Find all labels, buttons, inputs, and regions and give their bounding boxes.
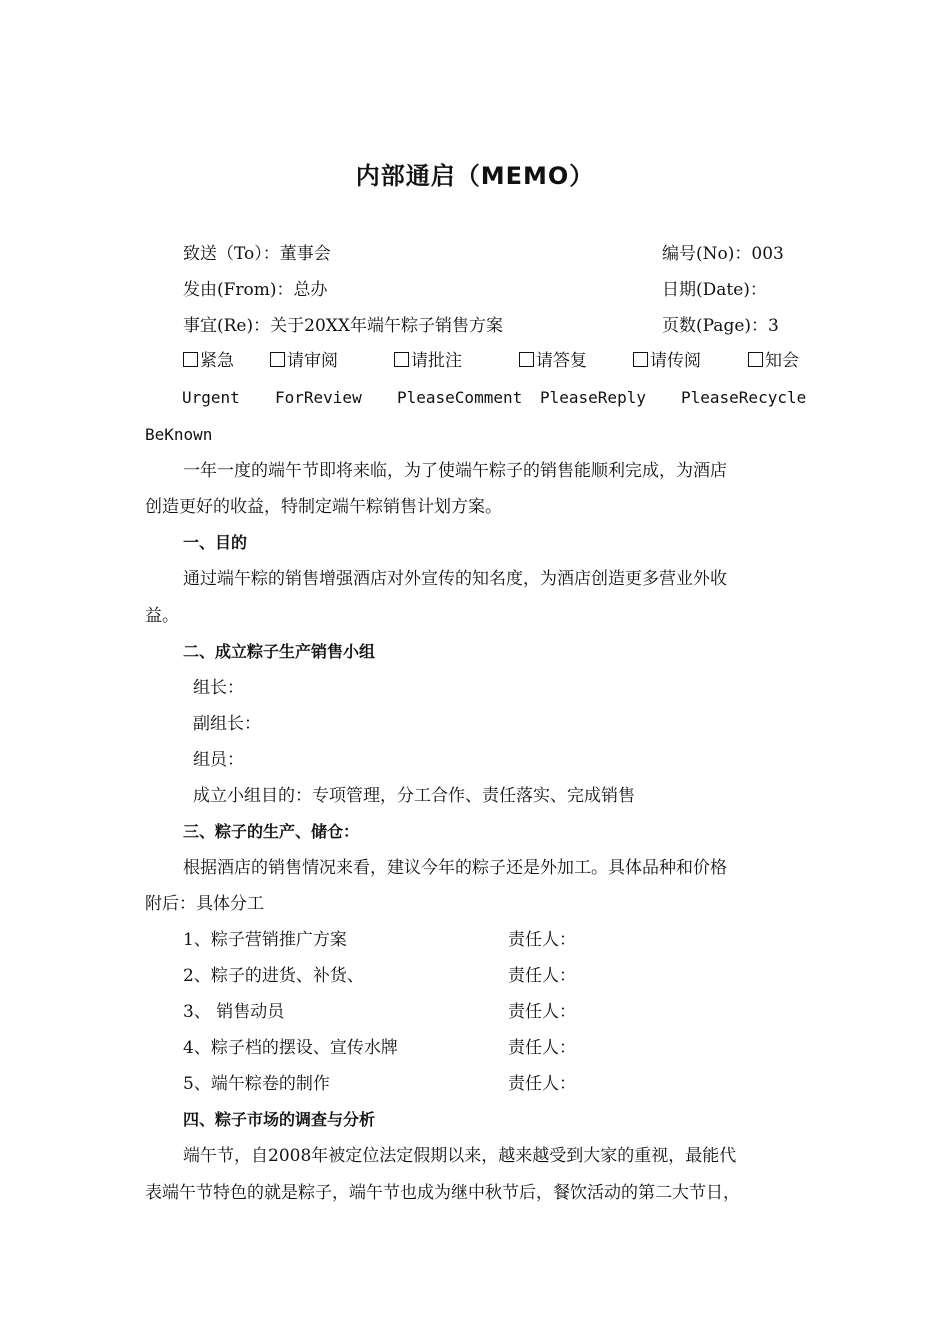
task-owner: 责任人：	[508, 1038, 576, 1058]
section-1-line-1: 通过端午粽的销售增强酒店对外宣传的知名度，为酒店创造更多营业外收	[183, 569, 727, 589]
checkbox-square-icon[interactable]	[519, 352, 534, 367]
checkbox-label: 请审阅	[287, 351, 338, 371]
section-1-line-2: 益。	[145, 606, 179, 626]
section-4-line-1: 端午节，自2008年被定位法定假期以来，越来越受到大家的重视，最能代	[183, 1146, 737, 1166]
task-owner: 责任人：	[508, 1002, 576, 1022]
from-field: 发由(From)：总办	[183, 280, 328, 300]
checkbox-recycle[interactable]	[633, 348, 701, 374]
pages-field: 页数(Page)：3	[662, 316, 779, 336]
group-deputy: 副组长：	[193, 714, 261, 734]
checkbox-label: 知会	[765, 351, 799, 371]
task-owner: 责任人：	[508, 930, 576, 950]
section-3-line-1: 根据酒店的销售情况来看，建议今年的粽子还是外加工。具体品种和价格	[183, 858, 727, 878]
to-field: 致送（To）：董事会	[183, 244, 331, 264]
section-2-heading: 二、成立粽子生产销售小组	[183, 642, 376, 661]
checkbox-en-known: BeKnown	[145, 425, 213, 444]
checkbox-comment[interactable]	[394, 348, 462, 374]
section-1-heading: 一、目的	[183, 533, 248, 552]
task-item: 5、端午粽卷的制作	[183, 1074, 330, 1094]
checkbox-square-icon[interactable]	[270, 352, 285, 367]
checkbox-square-icon[interactable]	[633, 352, 648, 367]
task-item: 4、粽子档的摆设、宣传水牌	[183, 1038, 398, 1058]
task-owner: 责任人：	[508, 966, 576, 986]
section-3-heading: 三、粽子的生产、储仓：	[183, 822, 360, 841]
intro-line-2: 创造更好的收益，特制定端午粽销售计划方案。	[145, 497, 502, 517]
section-4-heading: 四、粽子市场的调查与分析	[183, 1110, 376, 1129]
checkbox-urgent[interactable]	[183, 348, 234, 374]
checkbox-en-urgent: Urgent	[182, 388, 240, 407]
checkbox-square-icon[interactable]	[748, 352, 763, 367]
checkbox-label: 请批注	[411, 351, 462, 371]
checkbox-label: 请答复	[536, 351, 587, 371]
checkbox-square-icon[interactable]	[183, 352, 198, 367]
section-4-line-2: 表端午节特色的就是粽子，端午节也成为继中秋节后，餐饮活动的第二大节日，	[145, 1183, 740, 1203]
checkbox-reply[interactable]	[519, 348, 587, 374]
intro-line-1: 一年一度的端午节即将来临，为了使端午粽子的销售能顺利完成，为酒店	[183, 461, 727, 481]
task-item: 3、 销售动员	[183, 1002, 285, 1022]
task-item: 2、粽子的进货、补货、	[183, 966, 364, 986]
checkbox-en-recycle: PleaseRecycle	[681, 388, 807, 407]
section-3-line-2: 附后：具体分工	[145, 894, 264, 914]
date-field: 日期(Date)：	[662, 280, 767, 300]
checkbox-en-comment: PleaseComment	[397, 388, 523, 407]
checkbox-label: 请传阅	[650, 351, 701, 371]
checkbox-review[interactable]	[270, 348, 338, 374]
checkbox-square-icon[interactable]	[394, 352, 409, 367]
group-members: 组员：	[193, 750, 244, 770]
checkbox-known[interactable]	[748, 348, 799, 374]
group-leader: 组长：	[193, 678, 244, 698]
checkbox-en-reply: PleaseReply	[540, 388, 646, 407]
task-owner: 责任人：	[508, 1074, 576, 1094]
task-item: 1、粽子营销推广方案	[183, 930, 347, 950]
group-purpose: 成立小组目的：专项管理，分工合作、责任落实、完成销售	[193, 786, 635, 806]
checkbox-en-review: ForReview	[275, 388, 362, 407]
number-field: 编号(No)：003	[662, 244, 784, 264]
checkbox-label: 紧急	[200, 351, 234, 371]
subject-field: 事宜(Re)：关于20XX年端午粽子销售方案	[183, 316, 503, 336]
memo-title: 内部通启（MEMO）	[355, 162, 595, 190]
priority-checkboxes	[183, 348, 808, 374]
